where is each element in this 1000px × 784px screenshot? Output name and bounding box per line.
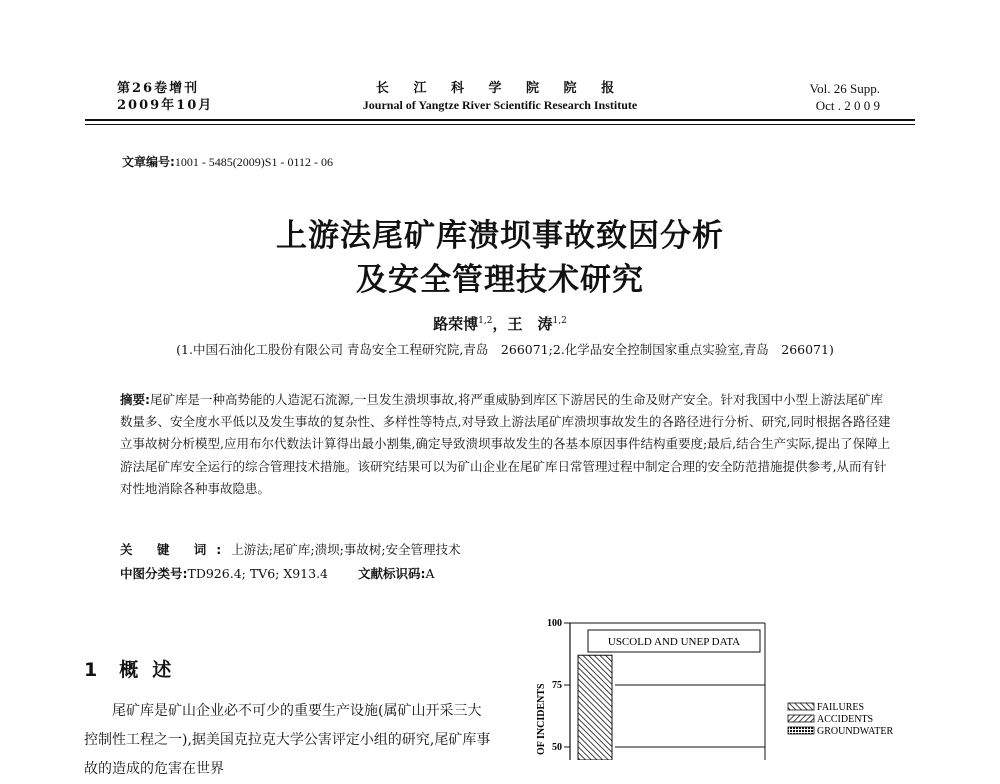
classification (120, 564, 435, 582)
keywords-label: 关 键 词: (120, 542, 232, 557)
legend-label-failures: FAILURES (817, 702, 865, 713)
journal-name-en: Journal of Yangtze River Scientific Research Institute (362, 98, 638, 112)
bars (578, 655, 612, 760)
section-title: 概述 (119, 659, 186, 681)
legend-label-accidents: ACCIDENTS (817, 714, 874, 725)
author-1: 路荣博 (433, 315, 479, 333)
affiliation: (1.中国石油化工股份有限公司 青岛安全工程研究院,青岛 266071;2.化学品安全控制国家重点实验室,青岛 266071) (176, 342, 834, 357)
journal-name-cn: 长 江 科 学 院 院 报 (375, 81, 625, 96)
article-number-label: 文章编号: (122, 155, 175, 169)
header-rule-thin (85, 124, 915, 125)
y-tick-label: 75 (552, 680, 562, 691)
legend-label-groundwater: GROUNDWATER (817, 726, 894, 737)
volume-line: 第26卷增刊 (117, 81, 200, 96)
header-rule-thick (85, 119, 915, 121)
doc-code-value: A (425, 566, 435, 581)
clc-value: TD926.4; TV6; X913.4 (187, 566, 329, 581)
abstract (120, 389, 895, 500)
y-tick-label: 100 (547, 618, 562, 629)
doc-code-label: 文献标识码: (358, 566, 426, 581)
date-line: 2009年10月 (117, 98, 214, 113)
legend-swatch-groundwater (788, 727, 814, 734)
legend (788, 702, 893, 737)
section-heading (84, 655, 185, 682)
volume-en-line: Vol. 26 Supp. (809, 81, 880, 96)
keywords-value: 上游法;尾矿库;溃坝;事故树;安全管理技术 (231, 542, 461, 557)
author-2: 王 涛 (507, 315, 553, 333)
legend-swatch-failures (788, 703, 814, 710)
section-number: 1 (84, 659, 98, 681)
clc-label: 中图分类号: (120, 566, 188, 581)
paper-title-line2: 及安全管理技术研究 (356, 262, 644, 298)
gridlines (615, 685, 765, 747)
journal-name (300, 80, 700, 114)
y-axis-label: OF INCIDENTS (536, 683, 547, 755)
author-2-affil: 1,2 (552, 316, 567, 326)
article-number (122, 153, 333, 170)
chart-title: USCOLD AND UNEP DATA (607, 636, 741, 648)
incidents-chart (520, 610, 920, 760)
author-1-affil: 1,2 (478, 316, 493, 326)
y-ticks (547, 618, 570, 753)
authors: 路荣博$^{1,2}$，王 涛$^{1,2}$ (433, 315, 567, 333)
legend-swatch-accidents (788, 715, 814, 722)
journal-volume-en (809, 80, 880, 114)
bar-failures (578, 655, 612, 760)
date-en-line: Oct . 2 0 0 9 (815, 98, 880, 113)
journal-issue (117, 80, 213, 114)
paper-title-line1: 上游法尾矿库溃坝事故致因分析 (276, 218, 724, 254)
keywords (120, 540, 461, 558)
body-paragraph: 尾矿库是矿山企业必不可少的重要生产设施(属矿山开采三大控制性工程之一),据美国克拉克大学公害评定小组的研究,尾矿库事故的造成的危害在世界 (84, 703, 491, 777)
abstract-label: 摘要: (120, 392, 150, 407)
section-body (84, 697, 494, 784)
article-number-value: 1001 - 5485(2009)S1 - 0112 - 06 (174, 155, 334, 169)
y-tick-label: 50 (552, 742, 562, 753)
abstract-text: 尾矿库是一种高势能的人造泥石流源,一旦发生溃坝事故,将严重威胁到库区下游居民的生命及财产安全。针对我国中小型上游法尾矿库数量多、安全度水平低以及发生事故的复杂性、多样性等特点,对导致上游法尾矿库溃坝事故发生的各路径进行分析、研究,同时根据各路径建立事故树分析模型,应用布尔代数法计算得出最小割集,确定导致溃坝事故发生的各基本原因事件结构重要度;最后,结合生产实际,提出了保障上游法尾矿库安全运行的综合管理技术措施。该研究结果可以为矿山企业在尾矿库日常管理过程中制定合理的安全防范措施提供参考,从而有针对性地消除各种事故隐患。 (120, 392, 891, 496)
